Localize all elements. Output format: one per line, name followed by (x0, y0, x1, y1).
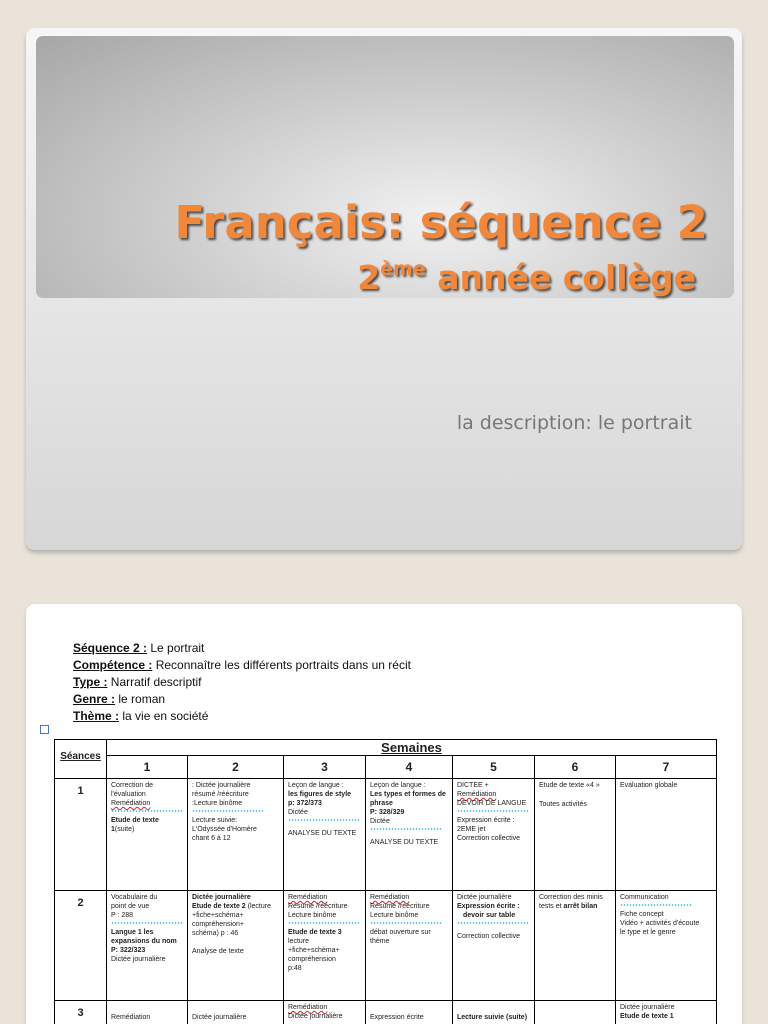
table-row (55, 1001, 717, 1024)
cell-line: Lecture suivie (suite) (457, 1014, 528, 1021)
cell-line: Etude de texte (111, 817, 159, 824)
week-header: 5 (453, 756, 535, 779)
title-level-text: année collège (425, 258, 696, 297)
table-cell (453, 1001, 535, 1024)
cell-line: Etude de texte 2 (192, 903, 246, 910)
cell-line: p:48 (288, 965, 302, 972)
slide-subtitle: la description: le portrait (456, 412, 692, 434)
cell-line: L'Odyssée d'Homère (192, 826, 257, 833)
dotted-separator (111, 810, 183, 812)
table-cell (107, 1001, 188, 1024)
dotted-separator (620, 904, 692, 906)
cell-line: Etude de texte 1 (620, 1013, 674, 1020)
cell-line: p: 372/373 (288, 800, 322, 807)
meta-value: Narratif descriptif (107, 675, 202, 689)
cell-line: débat ouverture sur (370, 929, 431, 936)
cell-line: ANALYSE DU TEXTE (288, 830, 357, 837)
table-cell (616, 1001, 717, 1024)
cell-line: Communication (620, 894, 669, 901)
dotted-separator (192, 810, 264, 812)
cell-line: Correction des minis (539, 894, 603, 901)
cell-line: résumé /réécriture (192, 791, 249, 798)
cell-line: Etude de texte «4 » (539, 782, 600, 789)
cell-line: lecture (288, 938, 310, 945)
seance-number: 3 (55, 1001, 107, 1024)
cell-line: 2EME jet (457, 826, 486, 833)
cell-line: phrase (370, 800, 393, 807)
cell-line: Fiche concept (620, 911, 664, 918)
table-cell (535, 1001, 616, 1024)
cell-line: P: 328/329 (370, 809, 405, 816)
meta-key: Type : (73, 675, 108, 689)
cell-line: Remédiation (111, 1014, 151, 1021)
cell-line: Correction de (111, 782, 154, 789)
table-cell (366, 779, 453, 891)
meta-key: Compétence : (73, 658, 153, 672)
cell-line: schéma) p : 46 (192, 930, 239, 937)
meta-value: Reconnaître les différents portraits dans un récit (152, 658, 411, 672)
cell-line: Etude de texte 3 (288, 929, 342, 936)
meta-value: la vie en société (119, 709, 209, 723)
cell-line: point de vue (111, 903, 150, 910)
meta-type (73, 674, 411, 691)
cell-line: compréhension+ (192, 921, 244, 928)
cell-line: Toutes activités (539, 801, 587, 808)
cell-line: Dictée (288, 809, 308, 816)
table-cell (453, 779, 535, 891)
cell-line: :Lecture binôme (192, 800, 243, 807)
cell-line: (suite) (114, 826, 135, 833)
table-cell (616, 779, 717, 891)
cell-line: Vidéo + activités d'écoute (620, 920, 700, 927)
slide-title-line2 (26, 258, 696, 297)
week-header: 3 (284, 756, 366, 779)
meta-key: Thème : (73, 709, 120, 723)
week-header: 4 (366, 756, 453, 779)
meta-key: Séquence 2 : (73, 641, 148, 655)
cell-line: P : 288 (111, 912, 134, 919)
title-level-number: 2 (357, 258, 381, 297)
seance-number: 2 (55, 891, 107, 1001)
table-row (55, 891, 717, 1001)
table-cell (188, 1001, 284, 1024)
table-cell (535, 891, 616, 1001)
cell-line: thème (370, 938, 390, 945)
cell-line: Résumé /réécriture (370, 903, 430, 910)
table-move-handle-icon[interactable] (40, 725, 49, 734)
cell-line: Dictée journalière (111, 956, 166, 963)
table-cell (284, 1001, 366, 1024)
table-cell (366, 1001, 453, 1024)
table-cell (366, 891, 453, 1001)
cell-line: Vocabulaire du (111, 894, 158, 901)
cell-line: tests et (539, 903, 564, 910)
cell-line: DICTEE + (457, 782, 489, 789)
cell-line: Analyse de texte (192, 948, 244, 955)
cell-line: arrêt bilan (563, 903, 598, 910)
semaines-header: Semaines (107, 740, 717, 756)
dotted-separator (288, 819, 360, 821)
planning-table (54, 739, 717, 1024)
table-cell (284, 779, 366, 891)
cell-line: DEVOIR DE LANGUE (457, 800, 527, 807)
meta-genre (73, 691, 411, 708)
cell-line: Expression écrite (370, 1014, 424, 1021)
weeks-row (55, 756, 717, 779)
cell-line: expansions du nom (111, 938, 177, 945)
cell-line: +fiche+schéma+ (288, 947, 340, 954)
cell-line: Leçon de langue : (370, 782, 426, 789)
cell-line: Lecture suivie: (192, 817, 238, 824)
dotted-separator (111, 922, 183, 924)
sequence-info (73, 640, 411, 725)
meta-value: Le portrait (147, 641, 205, 655)
cell-line: Dictée (370, 818, 390, 825)
week-header: 6 (535, 756, 616, 779)
cell-line: Remédiation (370, 894, 410, 901)
cell-line: l'évaluation (111, 791, 146, 798)
title-level-superscript: ème (380, 258, 426, 280)
cell-line: Expression écrite : (457, 903, 520, 910)
meta-theme (73, 708, 411, 725)
cell-line: Dictée journalière (192, 894, 251, 901)
meta-key: Genre : (73, 692, 116, 706)
week-header: 2 (188, 756, 284, 779)
cell-line: les figures de style (288, 791, 352, 798)
dotted-separator (457, 922, 529, 924)
dotted-separator (370, 828, 442, 830)
cell-line: Dictée journalière (288, 1013, 343, 1020)
cell-line: Correction collective (457, 933, 521, 940)
dotted-separator (370, 922, 442, 924)
table-cell (284, 891, 366, 1001)
cell-line: Lecture binôme (288, 912, 337, 919)
table-cell (107, 779, 188, 891)
table-cell (535, 779, 616, 891)
seances-header: Séances (55, 740, 107, 779)
cell-line: +fiche+schéma+ (192, 912, 244, 919)
title-slide (26, 28, 742, 550)
table-header-row (55, 740, 717, 756)
cell-line: Dictée journalière (457, 894, 512, 901)
table-cell (616, 891, 717, 1001)
cell-line: P: 322/323 (111, 947, 146, 954)
meta-competence (73, 657, 411, 674)
slide-title: Français: séquence 2 (174, 196, 708, 249)
meta-value: le roman (115, 692, 166, 706)
week-header: 7 (616, 756, 717, 779)
cell-line: Remédiation (288, 894, 328, 901)
week-header: 1 (107, 756, 188, 779)
table-cell (188, 779, 284, 891)
table-row (55, 779, 717, 891)
cell-line: Lecture binôme (370, 912, 419, 919)
cell-line: 1 (111, 826, 115, 833)
table-cell (107, 891, 188, 1001)
cell-line: Expression écrite : (457, 817, 515, 824)
cell-line: Dictée journalière (620, 1004, 675, 1011)
cell-line: compréhension (288, 956, 336, 963)
cell-line: (lecture (247, 903, 271, 910)
cell-line: ANALYSE DU TEXTE (370, 839, 439, 846)
cell-line: Remédiation (288, 1004, 328, 1011)
content-slide (26, 604, 742, 1024)
cell-line: Correction collective (457, 835, 521, 842)
cell-line: chant 6 à 12 (192, 835, 231, 842)
cell-line: Langue 1 les (111, 929, 154, 936)
cell-line: Leçon de langue : (288, 782, 344, 789)
seance-number: 1 (55, 779, 107, 891)
cell-line: Dictée journalière (192, 1014, 247, 1021)
cell-line: Evaluation globale (620, 782, 678, 789)
cell-line: Résumé /réécriture (288, 903, 348, 910)
dotted-separator (288, 922, 360, 924)
cell-line: le type et le genre (620, 929, 676, 936)
cell-line: devoir sur table (463, 912, 516, 919)
dotted-separator (457, 810, 529, 812)
cell-line: Les types et formes de (370, 791, 446, 798)
cell-line: : Dictée journalière (192, 782, 251, 789)
table-cell (453, 891, 535, 1001)
table-cell (188, 891, 284, 1001)
cell-line: Remédiation (111, 800, 151, 807)
meta-sequence (73, 640, 411, 657)
cell-line: Remédiation (457, 791, 497, 798)
